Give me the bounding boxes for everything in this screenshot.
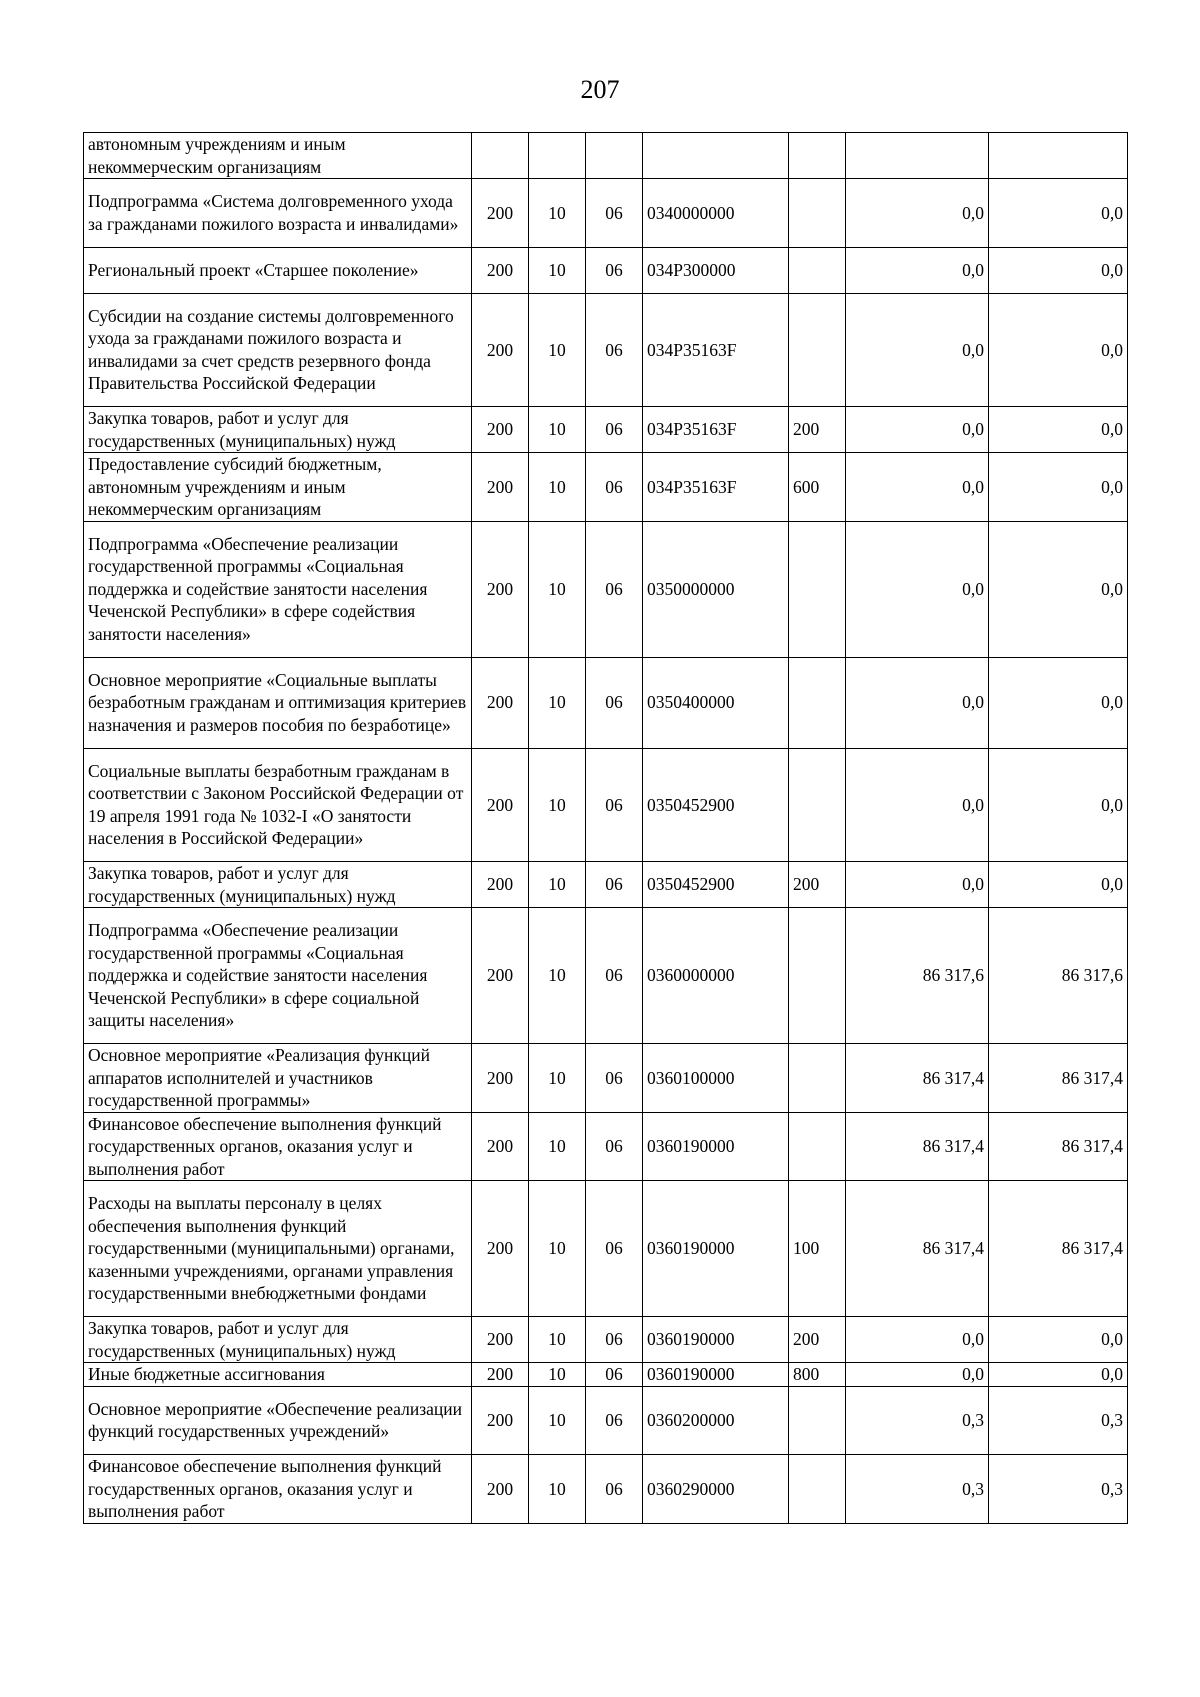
subsection-code-cell: 06 xyxy=(586,748,643,862)
table-row xyxy=(84,407,1128,453)
row-name-cell: Закупка товаров, работ и услуг для государственных (муниципальных) нужд xyxy=(84,1317,472,1363)
target-article-cell: 0340000000 xyxy=(643,179,789,248)
expense-type-cell xyxy=(789,1386,846,1455)
table-row xyxy=(84,862,1128,908)
amount-year1-cell: 0,0 xyxy=(846,748,989,862)
target-article-cell: 034P35163F xyxy=(643,407,789,453)
ved-code-cell xyxy=(472,133,529,179)
row-name-cell: Закупка товаров, работ и услуг для государственных (муниципальных) нужд xyxy=(84,862,472,908)
amount-year1-cell: 0,0 xyxy=(846,247,989,293)
amount-year2-cell: 0,0 xyxy=(989,247,1128,293)
subsection-code-cell: 06 xyxy=(586,453,643,522)
ved-code-cell: 200 xyxy=(472,453,529,522)
section-code-cell: 10 xyxy=(529,1112,586,1181)
subsection-code-cell: 06 xyxy=(586,1363,643,1387)
expense-type-cell xyxy=(789,293,846,407)
section-code-cell: 10 xyxy=(529,1363,586,1387)
row-name-cell: Предоставление субсидий бюджетным, автономным учреждениям и иным некоммерческим организациям xyxy=(84,453,472,522)
expense-type-cell: 800 xyxy=(789,1363,846,1387)
table-row xyxy=(84,1386,1128,1455)
target-article-cell: 0360190000 xyxy=(643,1317,789,1363)
table-row xyxy=(84,1455,1128,1524)
amount-year1-cell: 0,0 xyxy=(846,657,989,748)
expense-type-cell xyxy=(789,908,846,1044)
row-name-cell: Иные бюджетные ассигнования xyxy=(84,1363,472,1387)
expense-type-cell: 200 xyxy=(789,407,846,453)
amount-year1-cell: 0,3 xyxy=(846,1386,989,1455)
target-article-cell: 034P300000 xyxy=(643,247,789,293)
target-article-cell: 0360190000 xyxy=(643,1181,789,1317)
table-row xyxy=(84,1112,1128,1181)
section-code-cell: 10 xyxy=(529,1386,586,1455)
amount-year1-cell: 0,0 xyxy=(846,1317,989,1363)
subsection-code-cell: 06 xyxy=(586,1181,643,1317)
amount-year1-cell: 86 317,4 xyxy=(846,1044,989,1113)
subsection-code-cell: 06 xyxy=(586,521,643,657)
amount-year2-cell: 0,0 xyxy=(989,748,1128,862)
amount-year2-cell: 0,0 xyxy=(989,453,1128,522)
table-row xyxy=(84,748,1128,862)
ved-code-cell: 200 xyxy=(472,862,529,908)
ved-code-cell: 200 xyxy=(472,908,529,1044)
amount-year2-cell: 0,0 xyxy=(989,407,1128,453)
target-article-cell xyxy=(643,133,789,179)
subsection-code-cell: 06 xyxy=(586,1317,643,1363)
target-article-cell: 0360190000 xyxy=(643,1112,789,1181)
amount-year1-cell: 0,0 xyxy=(846,179,989,248)
subsection-code-cell: 06 xyxy=(586,1386,643,1455)
expense-type-cell: 100 xyxy=(789,1181,846,1317)
row-name-cell: автономным учреждениям и иным некоммерческим организациям xyxy=(84,133,472,179)
amount-year1-cell: 0,0 xyxy=(846,453,989,522)
target-article-cell: 0360000000 xyxy=(643,908,789,1044)
section-code-cell: 10 xyxy=(529,1181,586,1317)
subsection-code-cell: 06 xyxy=(586,862,643,908)
expense-type-cell xyxy=(789,133,846,179)
row-name-cell: Основное мероприятие «Социальные выплаты безработным гражданам и оптимизация критериев назначения и размеров пособия по безработице» xyxy=(84,657,472,748)
amount-year2-cell: 0,0 xyxy=(989,657,1128,748)
amount-year2-cell: 86 317,4 xyxy=(989,1181,1128,1317)
amount-year1-cell: 86 317,4 xyxy=(846,1112,989,1181)
subsection-code-cell: 06 xyxy=(586,657,643,748)
amount-year2-cell: 0,0 xyxy=(989,1363,1128,1387)
section-code-cell: 10 xyxy=(529,521,586,657)
ved-code-cell: 200 xyxy=(472,1181,529,1317)
amount-year2-cell: 0,0 xyxy=(989,1317,1128,1363)
amount-year1-cell: 86 317,6 xyxy=(846,908,989,1044)
row-name-cell: Социальные выплаты безработным гражданам в соответствии с Законом Российской Федерации от 19 апреля 1991 года № 1032-I «О занятости населения в Российской Федерации» xyxy=(84,748,472,862)
expense-type-cell: 600 xyxy=(789,453,846,522)
section-code-cell: 10 xyxy=(529,247,586,293)
amount-year2-cell: 0,0 xyxy=(989,179,1128,248)
amount-year2-cell: 0,3 xyxy=(989,1386,1128,1455)
target-article-cell: 0360100000 xyxy=(643,1044,789,1113)
section-code-cell xyxy=(529,133,586,179)
amount-year2-cell: 86 317,4 xyxy=(989,1112,1128,1181)
amount-year1-cell: 0,3 xyxy=(846,1455,989,1524)
page-number: 207 xyxy=(580,75,620,104)
target-article-cell: 034P35163F xyxy=(643,453,789,522)
amount-year2-cell: 0,0 xyxy=(989,862,1128,908)
budget-table xyxy=(83,132,1128,1524)
target-article-cell: 0350000000 xyxy=(643,521,789,657)
amount-year2-cell: 0,0 xyxy=(989,293,1128,407)
amount-year2-cell xyxy=(989,133,1128,179)
section-code-cell: 10 xyxy=(529,748,586,862)
amount-year1-cell xyxy=(846,133,989,179)
target-article-cell: 0360200000 xyxy=(643,1386,789,1455)
row-name-cell: Расходы на выплаты персоналу в целях обеспечения выполнения функций государственными (муниципальными) органами, казенными учреждениями, органами управления государственными внебюджетными фондами xyxy=(84,1181,472,1317)
ved-code-cell: 200 xyxy=(472,1363,529,1387)
subsection-code-cell: 06 xyxy=(586,247,643,293)
amount-year1-cell: 0,0 xyxy=(846,1363,989,1387)
table-row xyxy=(84,133,1128,179)
section-code-cell: 10 xyxy=(529,407,586,453)
ved-code-cell: 200 xyxy=(472,1317,529,1363)
expense-type-cell xyxy=(789,521,846,657)
section-code-cell: 10 xyxy=(529,453,586,522)
amount-year1-cell: 0,0 xyxy=(846,862,989,908)
row-name-cell: Подпрограмма «Система долговременного ухода за гражданами пожилого возраста и инвалидами» xyxy=(84,179,472,248)
subsection-code-cell: 06 xyxy=(586,1455,643,1524)
row-name-cell: Региональный проект «Старшее поколение» xyxy=(84,247,472,293)
row-name-cell: Подпрограмма «Обеспечение реализации государственной программы «Социальная поддержка и содействие занятости населения Чеченской Республики» в сфере содействия занятости населения» xyxy=(84,521,472,657)
budget-table-body xyxy=(84,133,1128,1524)
section-code-cell: 10 xyxy=(529,179,586,248)
ved-code-cell: 200 xyxy=(472,407,529,453)
table-row xyxy=(84,1044,1128,1113)
ved-code-cell: 200 xyxy=(472,748,529,862)
subsection-code-cell: 06 xyxy=(586,908,643,1044)
expense-type-cell xyxy=(789,748,846,862)
ved-code-cell: 200 xyxy=(472,521,529,657)
expense-type-cell xyxy=(789,1044,846,1113)
row-name-cell: Субсидии на создание системы долговременного ухода за гражданами пожилого возраста и инвалидами за счет средств резервного фонда Правительства Российской Федерации xyxy=(84,293,472,407)
ved-code-cell: 200 xyxy=(472,1112,529,1181)
ved-code-cell: 200 xyxy=(472,247,529,293)
section-code-cell: 10 xyxy=(529,908,586,1044)
table-row xyxy=(84,1363,1128,1387)
amount-year1-cell: 0,0 xyxy=(846,521,989,657)
expense-type-cell xyxy=(789,1112,846,1181)
section-code-cell: 10 xyxy=(529,657,586,748)
section-code-cell: 10 xyxy=(529,1044,586,1113)
subsection-code-cell xyxy=(586,133,643,179)
table-row xyxy=(84,521,1128,657)
amount-year2-cell: 86 317,4 xyxy=(989,1044,1128,1113)
target-article-cell: 0350452900 xyxy=(643,862,789,908)
ved-code-cell: 200 xyxy=(472,293,529,407)
subsection-code-cell: 06 xyxy=(586,1112,643,1181)
row-name-cell: Финансовое обеспечение выполнения функций государственных органов, оказания услуг и выполнения работ xyxy=(84,1455,472,1524)
ved-code-cell: 200 xyxy=(472,657,529,748)
target-article-cell: 0350400000 xyxy=(643,657,789,748)
table-row xyxy=(84,293,1128,407)
amount-year2-cell: 0,3 xyxy=(989,1455,1128,1524)
table-row xyxy=(84,657,1128,748)
amount-year1-cell: 86 317,4 xyxy=(846,1181,989,1317)
table-row xyxy=(84,1181,1128,1317)
target-article-cell: 0350452900 xyxy=(643,748,789,862)
table-row xyxy=(84,1317,1128,1363)
table-row xyxy=(84,453,1128,522)
table-row xyxy=(84,247,1128,293)
amount-year1-cell: 0,0 xyxy=(846,293,989,407)
ved-code-cell: 200 xyxy=(472,1455,529,1524)
expense-type-cell: 200 xyxy=(789,862,846,908)
ved-code-cell: 200 xyxy=(472,1386,529,1455)
row-name-cell: Закупка товаров, работ и услуг для государственных (муниципальных) нужд xyxy=(84,407,472,453)
row-name-cell: Подпрограмма «Обеспечение реализации государственной программы «Социальная поддержка и содействие занятости населения Чеченской Республики» в сфере социальной защиты населения» xyxy=(84,908,472,1044)
subsection-code-cell: 06 xyxy=(586,293,643,407)
expense-type-cell xyxy=(789,247,846,293)
amount-year2-cell: 0,0 xyxy=(989,521,1128,657)
expense-type-cell: 200 xyxy=(789,1317,846,1363)
ved-code-cell: 200 xyxy=(472,179,529,248)
subsection-code-cell: 06 xyxy=(586,407,643,453)
expense-type-cell xyxy=(789,1455,846,1524)
amount-year2-cell: 86 317,6 xyxy=(989,908,1128,1044)
expense-type-cell xyxy=(789,179,846,248)
row-name-cell: Финансовое обеспечение выполнения функций государственных органов, оказания услуг и выполнения работ xyxy=(84,1112,472,1181)
section-code-cell: 10 xyxy=(529,862,586,908)
table-row xyxy=(84,908,1128,1044)
target-article-cell: 034P35163F xyxy=(643,293,789,407)
expense-type-cell xyxy=(789,657,846,748)
subsection-code-cell: 06 xyxy=(586,1044,643,1113)
target-article-cell: 0360290000 xyxy=(643,1455,789,1524)
amount-year1-cell: 0,0 xyxy=(846,407,989,453)
section-code-cell: 10 xyxy=(529,1317,586,1363)
row-name-cell: Основное мероприятие «Реализация функций аппаратов исполнителей и участников государственной программы» xyxy=(84,1044,472,1113)
table-row xyxy=(84,179,1128,248)
section-code-cell: 10 xyxy=(529,1455,586,1524)
target-article-cell: 0360190000 xyxy=(643,1363,789,1387)
row-name-cell: Основное мероприятие «Обеспечение реализации функций государственных учреждений» xyxy=(84,1386,472,1455)
section-code-cell: 10 xyxy=(529,293,586,407)
subsection-code-cell: 06 xyxy=(586,179,643,248)
ved-code-cell: 200 xyxy=(472,1044,529,1113)
